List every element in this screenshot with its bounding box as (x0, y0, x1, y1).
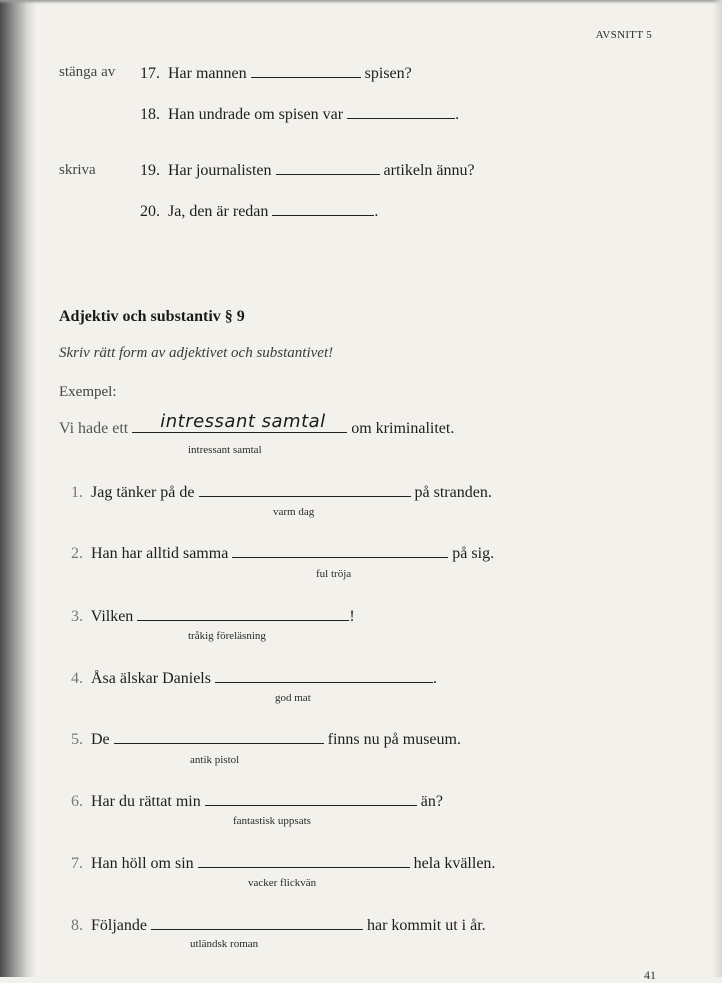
hint-5: antik pistol (190, 754, 240, 766)
question-text-before: Vilken (90, 608, 134, 625)
exercise-text-after: spisen? (364, 65, 412, 82)
example-hint: intressant samtal (188, 444, 262, 456)
exercise-text-after: . (455, 106, 460, 123)
exercise-number: 19. (140, 162, 160, 179)
answer-blank-8[interactable] (151, 915, 363, 930)
question-text-before: De (91, 731, 110, 748)
example-handwritten-answer: intressant samtal (160, 411, 326, 432)
example-text-before: Vi hade ett (59, 420, 129, 437)
question-number: 5. (71, 731, 83, 748)
answer-blank-5[interactable] (114, 729, 324, 744)
instruction-text: Skriv rätt form av adjektivet och substantivet! (59, 345, 334, 361)
hint-4: god mat (275, 692, 311, 704)
exercise-number: 18. (140, 106, 160, 123)
question-number: 1. (71, 484, 83, 501)
book-gutter-shadow (0, 0, 36, 977)
answer-blank-17[interactable] (251, 63, 361, 78)
question-1 (71, 482, 492, 502)
question-text-after: än? (420, 793, 443, 810)
answer-blank-6[interactable] (205, 791, 417, 806)
answer-blank-4[interactable] (215, 668, 433, 683)
exercise-20 (140, 201, 378, 221)
hint-7: vacker flickvän (248, 877, 317, 889)
hint-2: ful tröja (316, 568, 352, 580)
example-text-after: om kriminalitet. (351, 420, 455, 437)
hint-8: utländsk roman (190, 938, 259, 950)
answer-blank-1[interactable] (199, 482, 411, 497)
right-edge-shadow (712, 0, 722, 977)
exercise-18 (140, 104, 459, 124)
hint-6: fantastisk uppsats (233, 815, 311, 827)
question-text-after: . (432, 670, 437, 687)
example-label: Exempel: (59, 384, 117, 400)
example-answer-blank (132, 411, 347, 433)
exercise-text-after: . (374, 203, 379, 220)
question-5 (71, 729, 461, 749)
question-text-after: ! (349, 608, 355, 625)
example-sentence (59, 411, 455, 438)
exercise-text-before: Han undrade om spisen var (168, 106, 344, 123)
answer-blank-7[interactable] (198, 853, 410, 868)
question-text-before: Har du rättat min (91, 793, 201, 810)
exercise-text-after: artikeln ännu? (383, 162, 475, 179)
page-number: 41 (644, 968, 656, 982)
answer-blank-2[interactable] (232, 543, 448, 558)
question-text-before: Åsa älskar Daniels (91, 670, 211, 687)
question-text-before: Jag tänker på de (91, 484, 195, 501)
exercise-number: 20. (140, 203, 160, 220)
hint-1: varm dag (273, 506, 315, 518)
question-2 (71, 543, 494, 563)
exercise-text-before: Ja, den är redan (168, 203, 269, 220)
question-text-before: Följande (91, 917, 147, 934)
question-number: 2. (71, 545, 83, 562)
top-edge-shadow (0, 0, 722, 4)
question-text-before: Han höll om sin (91, 855, 194, 872)
question-text-before: Han har alltid samma (91, 545, 229, 562)
question-text-after: hela kvällen. (413, 855, 496, 872)
verb-label-skriva: skriva (59, 162, 96, 178)
question-number: 6. (71, 793, 83, 810)
answer-blank-3[interactable] (137, 606, 349, 621)
question-text-after: på stranden. (414, 484, 492, 501)
question-3 (71, 606, 355, 626)
answer-blank-20[interactable] (272, 201, 374, 216)
question-6 (71, 791, 443, 811)
verb-label-stanga-av: stänga av (59, 64, 116, 80)
question-text-after: på sig. (452, 545, 495, 562)
question-8 (71, 915, 486, 935)
answer-blank-18[interactable] (347, 104, 455, 119)
answer-blank-19[interactable] (276, 160, 380, 175)
exercise-19 (140, 160, 475, 180)
question-number: 7. (71, 855, 83, 872)
exercise-text-before: Har journalisten (168, 162, 272, 179)
exercise-17 (140, 63, 412, 83)
exercise-number: 17. (140, 65, 160, 82)
question-number: 3. (71, 608, 83, 625)
question-text-after: har kommit ut i år. (367, 917, 486, 934)
question-number: 4. (71, 670, 83, 687)
hint-3: tråkig föreläsning (188, 630, 266, 642)
section-title: Adjektiv och substantiv § 9 (59, 308, 245, 325)
section-header: AVSNITT 5 (595, 29, 652, 41)
question-4 (71, 668, 437, 688)
question-number: 8. (71, 917, 83, 934)
question-7 (71, 853, 495, 873)
exercise-text-before: Har mannen (168, 65, 247, 82)
question-text-after: finns nu på museum. (327, 731, 461, 748)
